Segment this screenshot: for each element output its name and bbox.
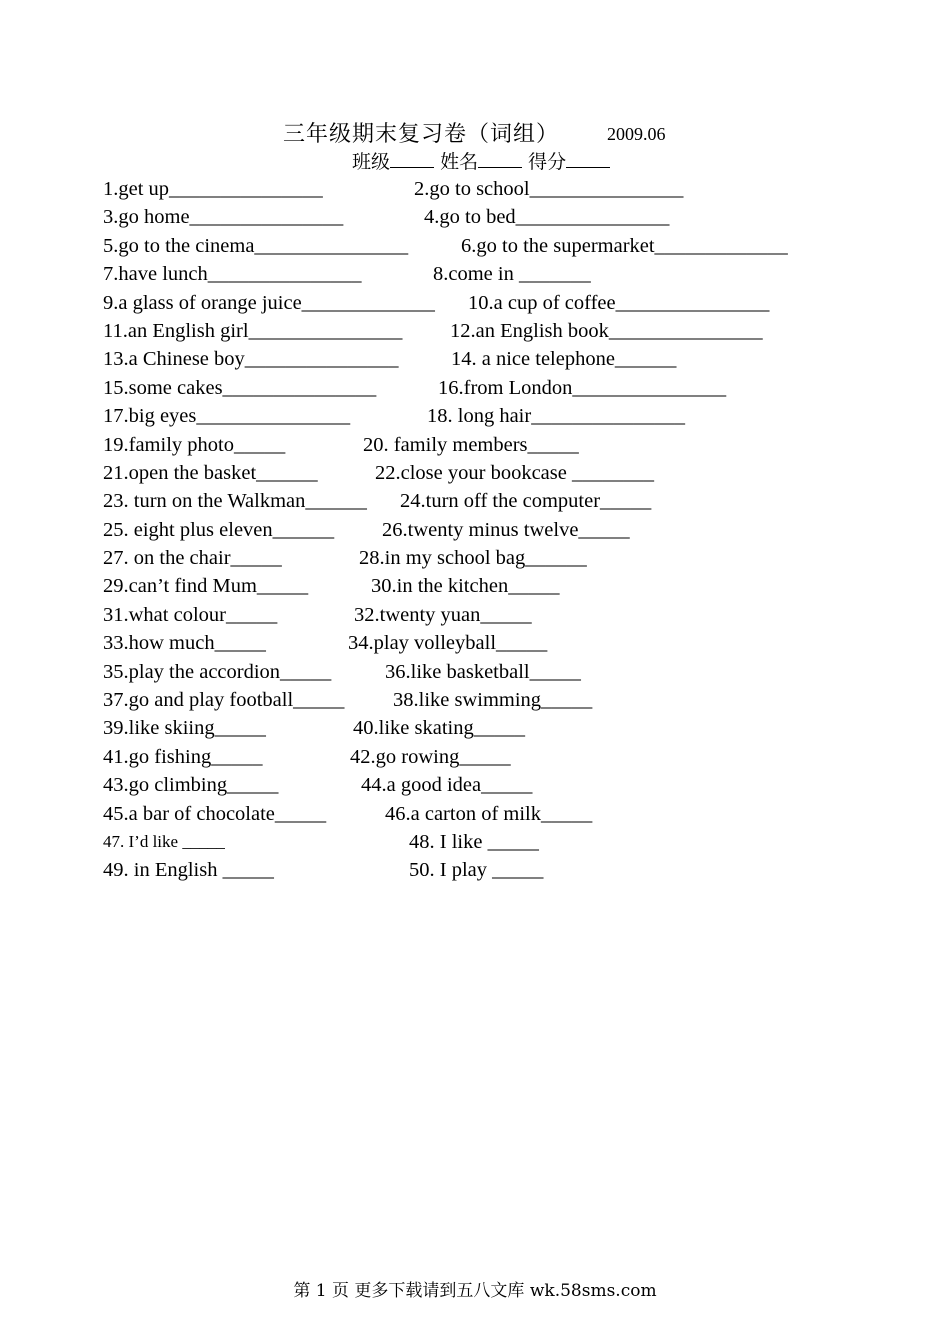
phrase-item: 36.like basketball_____ — [385, 660, 581, 683]
phrase-item: 34.play volleyball_____ — [348, 632, 548, 655]
score-blank[interactable] — [566, 149, 610, 168]
phrase-item: 48. I like _____ — [409, 830, 539, 853]
phrase-item: 17.big eyes_______________ — [103, 405, 351, 428]
student-info-line — [352, 147, 610, 174]
list-item — [0, 260, 950, 288]
phrase-item: 37.go and play football_____ — [103, 689, 345, 712]
list-item — [0, 572, 950, 600]
phrase-item: 22.close your bookcase ________ — [375, 461, 654, 484]
phrase-item: 32.twenty yuan_____ — [354, 603, 532, 626]
phrase-item: 13.a Chinese boy_______________ — [103, 348, 399, 371]
list-item — [0, 800, 950, 828]
phrase-item: 14. a nice telephone______ — [451, 348, 677, 371]
phrase-item: 1.get up_______________ — [103, 178, 323, 200]
list-item — [0, 459, 950, 487]
phrase-list — [0, 175, 950, 885]
phrase-item: 29.can’t find Mum_____ — [103, 575, 309, 598]
phrase-item: 21.open the basket______ — [103, 461, 318, 484]
list-item — [0, 629, 950, 657]
class-blank[interactable] — [390, 149, 434, 168]
phrase-item: 28.in my school bag______ — [359, 547, 587, 570]
phrase-item: 49. in English _____ — [103, 859, 274, 882]
list-item — [0, 601, 950, 629]
phrase-item: 11.an English girl_______________ — [103, 319, 403, 342]
phrase-item: 38.like swimming_____ — [393, 689, 593, 712]
list-item — [0, 658, 950, 686]
phrase-item: 42.go rowing_____ — [350, 745, 511, 768]
phrase-item: 5.go to the cinema_______________ — [103, 234, 409, 257]
list-item — [0, 431, 950, 459]
phrase-item: 47. I’d like _____ — [103, 831, 225, 851]
phrase-item: 41.go fishing_____ — [103, 745, 263, 768]
list-item — [0, 544, 950, 572]
phrase-item: 16.from London_______________ — [438, 376, 727, 399]
list-item — [0, 289, 950, 317]
list-item — [0, 487, 950, 515]
phrase-item: 31.what colour_____ — [103, 603, 278, 626]
list-item — [0, 317, 950, 345]
list-item — [0, 828, 950, 856]
list-item — [0, 714, 950, 742]
phrase-item: 25. eight plus eleven______ — [103, 518, 335, 541]
phrase-item: 10.a cup of coffee_______________ — [468, 291, 770, 314]
list-item — [0, 203, 950, 231]
phrase-item: 18. long hair_______________ — [427, 405, 685, 428]
phrase-item: 46.a carton of milk_____ — [385, 802, 593, 825]
phrase-item: 19.family photo_____ — [103, 433, 286, 456]
phrase-item: 39.like skiing_____ — [103, 717, 266, 740]
phrase-item: 15.some cakes_______________ — [103, 376, 377, 399]
phrase-item: 7.have lunch_______________ — [103, 263, 362, 286]
list-item — [0, 232, 950, 260]
phrase-item: 6.go to the supermarket_____________ — [461, 234, 788, 257]
list-item — [0, 771, 950, 799]
phrase-item: 3.go home_______________ — [103, 206, 344, 229]
phrase-item: 9.a glass of orange juice_____________ — [103, 291, 435, 314]
name-label: 姓名 — [440, 151, 479, 173]
date: 2009.06 — [607, 124, 666, 144]
phrase-item: 27. on the chair_____ — [103, 547, 282, 570]
list-item — [0, 743, 950, 771]
phrase-item: 30.in the kitchen_____ — [371, 575, 560, 598]
class-label: 班级 — [352, 151, 391, 173]
phrase-item: 43.go climbing_____ — [103, 774, 279, 797]
score-label: 得分 — [528, 151, 567, 173]
phrase-item: 8.come in _______ — [433, 263, 591, 286]
phrase-item: 44.a good idea_____ — [361, 774, 533, 797]
phrase-item: 33.how much_____ — [103, 632, 266, 655]
list-item — [0, 402, 950, 430]
phrase-item: 35.play the accordion_____ — [103, 660, 332, 683]
list-item — [0, 175, 950, 203]
phrase-item: 24.turn off the computer_____ — [400, 490, 652, 513]
name-blank[interactable] — [478, 149, 522, 168]
list-item — [0, 856, 950, 884]
list-item — [0, 686, 950, 714]
phrase-item: 12.an English book_______________ — [450, 319, 763, 342]
phrase-item: 40.like skating_____ — [353, 717, 525, 740]
phrase-item: 2.go to school_______________ — [414, 178, 684, 200]
page-title: 三年级期末复习卷（词组） — [283, 122, 560, 147]
phrase-item: 23. turn on the Walkman______ — [103, 490, 367, 513]
phrase-item: 26.twenty minus twelve_____ — [382, 518, 630, 541]
page-footer: 第 1 页 更多下载请到五八文库 wk.58sms.com — [293, 1281, 657, 1301]
phrase-item: 45.a bar of chocolate_____ — [103, 802, 327, 825]
phrase-item: 20. family members_____ — [363, 433, 579, 456]
list-item — [0, 374, 950, 402]
phrase-item: 4.go to bed_______________ — [424, 206, 670, 229]
list-item — [0, 345, 950, 373]
phrase-item: 50. I play _____ — [409, 859, 544, 882]
list-item — [0, 516, 950, 544]
